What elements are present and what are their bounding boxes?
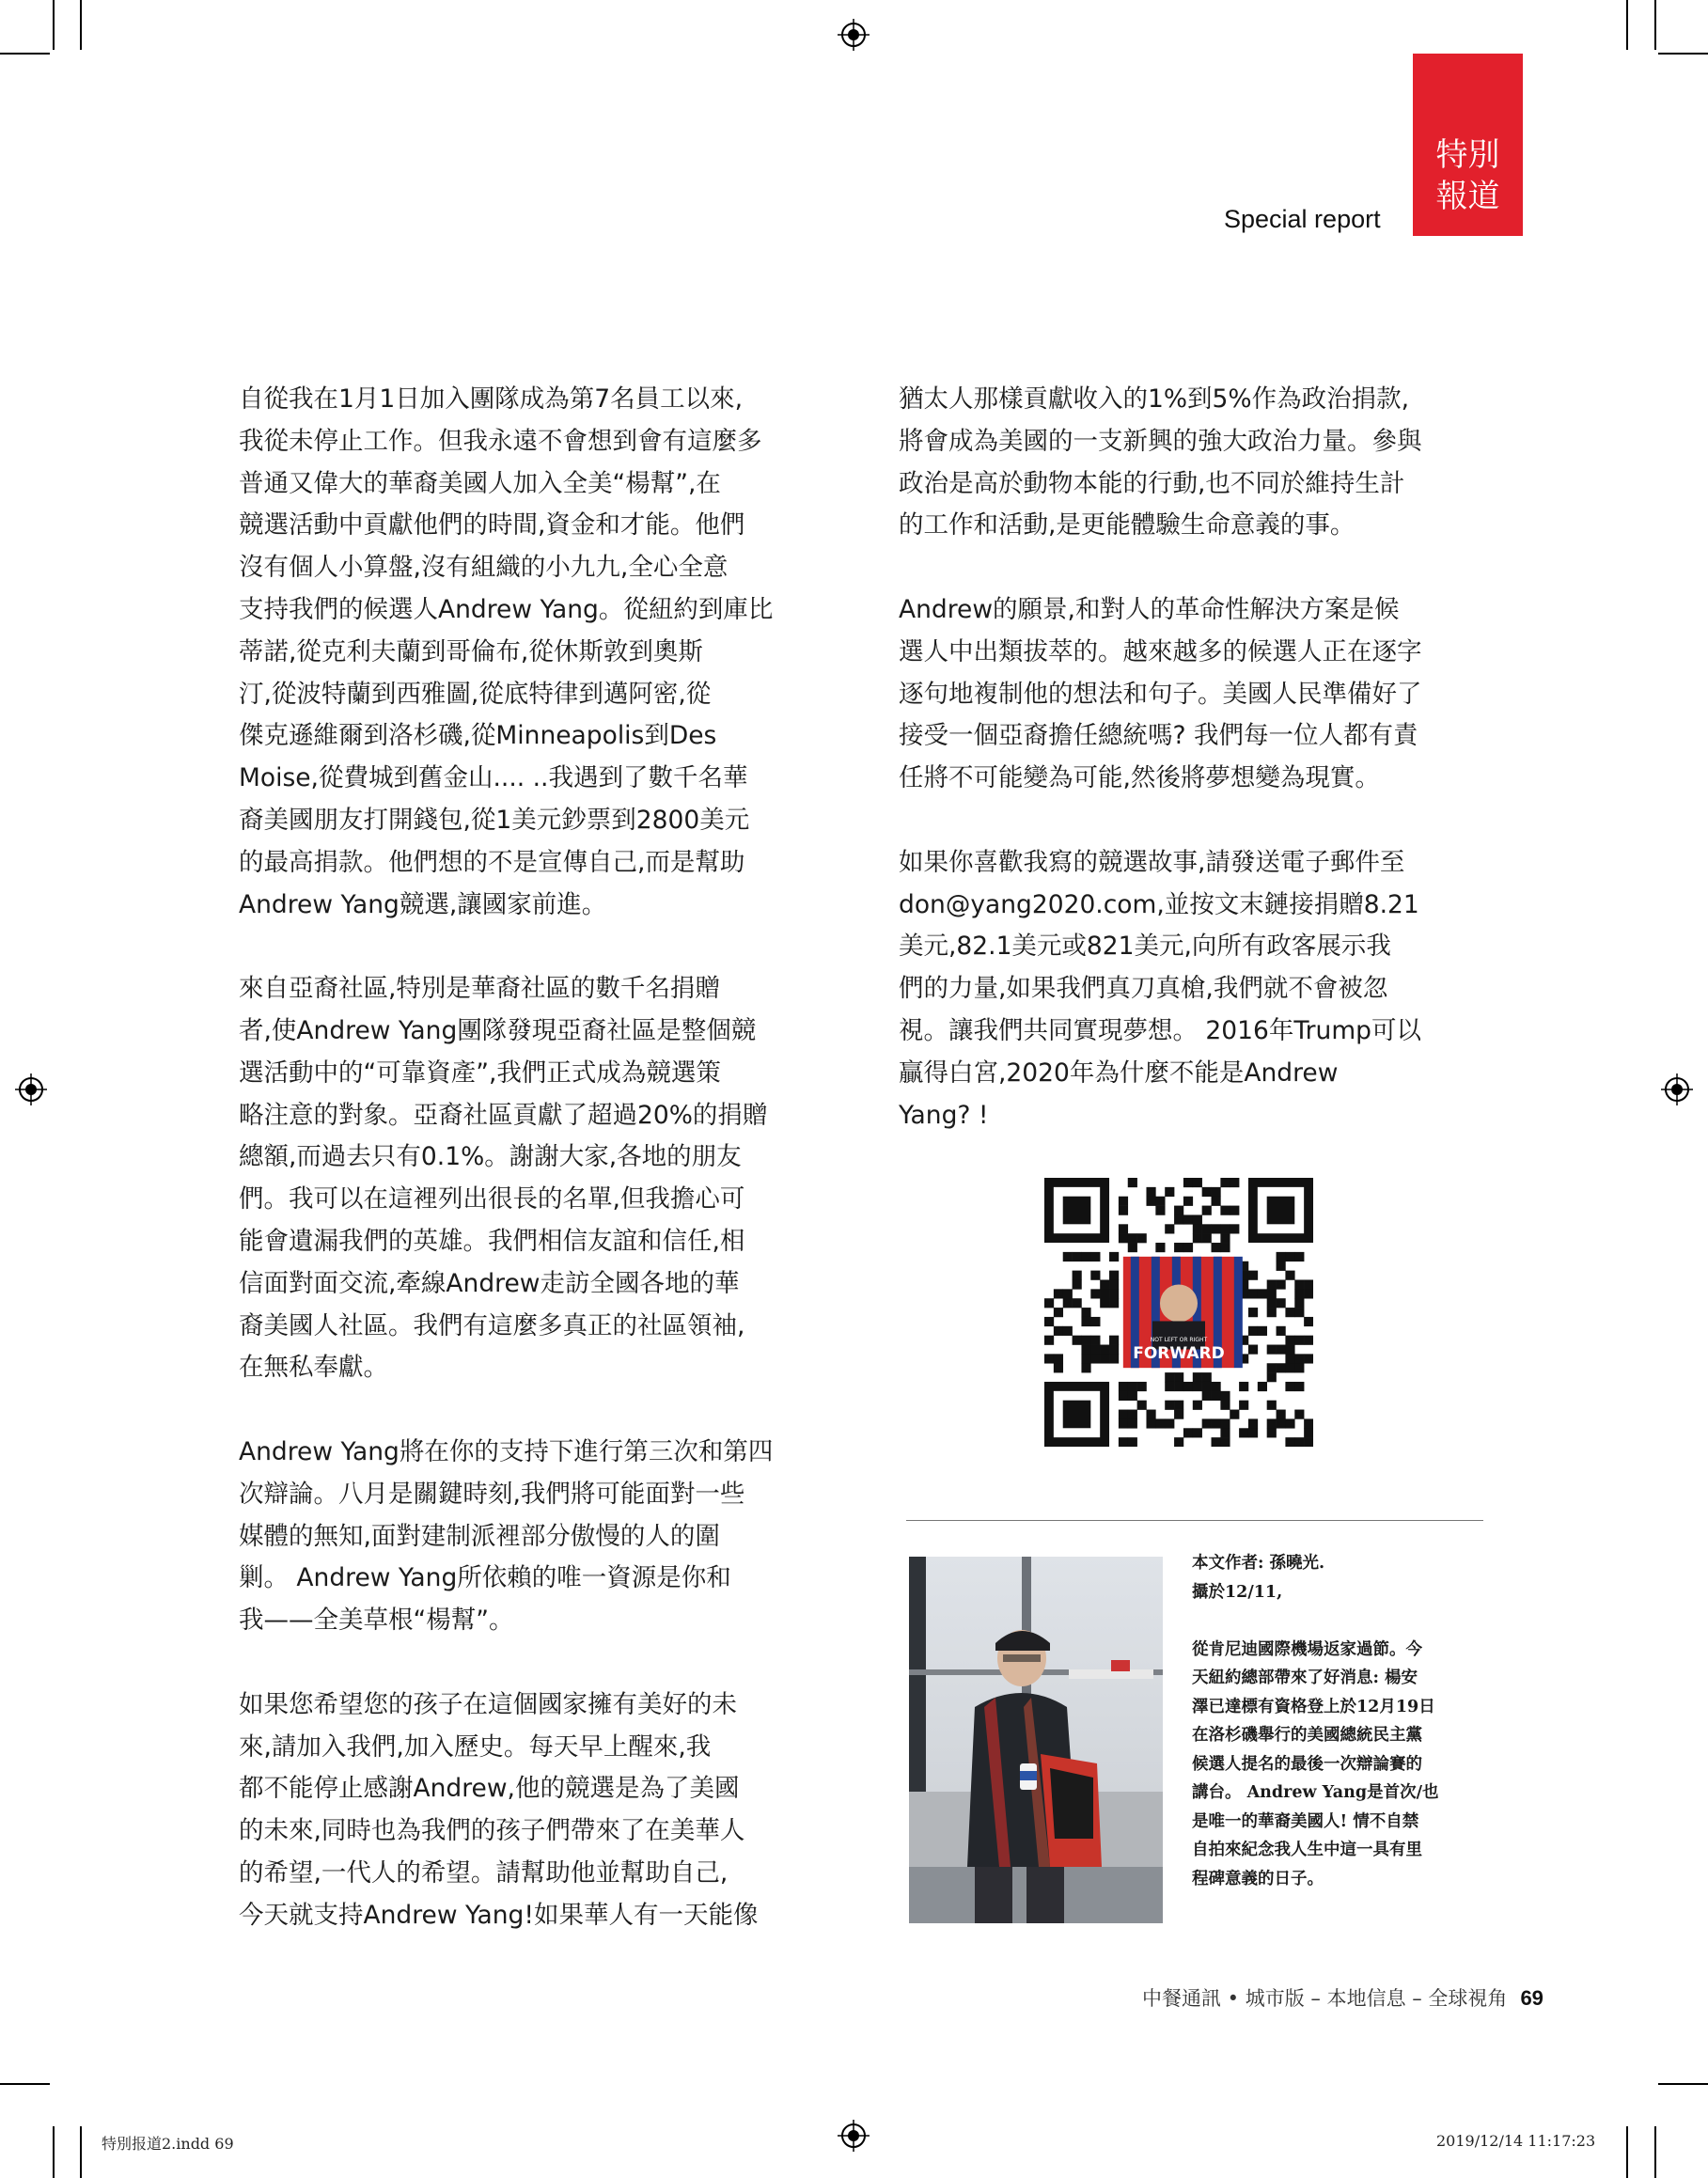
qr-module	[1193, 1214, 1202, 1224]
crop-mark	[0, 2083, 50, 2085]
qr-module	[1193, 1224, 1202, 1233]
qr-module	[1137, 1233, 1147, 1243]
crop-mark	[1626, 2126, 1628, 2178]
qr-module	[1193, 1372, 1202, 1382]
qr-module	[1155, 1197, 1165, 1206]
qr-module	[1165, 1224, 1174, 1233]
qr-module	[1230, 1178, 1239, 1187]
qr-module	[1220, 1178, 1230, 1187]
qr-module	[1212, 1382, 1221, 1391]
text-line: 裔美國朋友打開錢包,從1美元鈔票到2800美元	[239, 805, 750, 835]
qr-module	[1193, 1178, 1202, 1187]
caption-line: 在洛杉磯舉行的美國總統民主黨	[1192, 1726, 1422, 1745]
qr-module	[1267, 1428, 1277, 1437]
qr-module	[1044, 1317, 1054, 1326]
qr-module	[1128, 1243, 1137, 1252]
qr-module	[1100, 1279, 1109, 1289]
qr-module	[1239, 1401, 1248, 1410]
qr-module	[1248, 1289, 1258, 1298]
qr-module	[1267, 1308, 1277, 1317]
qr-module	[1220, 1391, 1230, 1401]
qr-module	[1090, 1289, 1100, 1298]
qr-module	[1128, 1178, 1137, 1187]
qr-module	[1109, 1252, 1119, 1261]
qr-code[interactable]	[1044, 1178, 1313, 1447]
text-line: 將會成為美國的一支新興的強大政治力量。參與	[899, 426, 1422, 456]
qr-module	[1100, 1345, 1109, 1355]
qr-module	[1304, 1418, 1313, 1428]
text-line: 信面對面交流,牽線Andrew走訪全國各地的華	[239, 1268, 740, 1298]
qr-module	[1109, 1354, 1119, 1363]
qr-module	[1248, 1308, 1258, 1317]
text-line: 美元,82.1美元或821美元,向所有政客展示我	[899, 932, 1391, 962]
caption-line: 從肯尼迪國際機場返家過節。今	[1192, 1639, 1422, 1659]
qr-module	[1239, 1382, 1248, 1391]
text-line: Moise,從費城到舊金山.... ..我遇到了數千名華	[239, 763, 748, 793]
qr-module	[1073, 1252, 1082, 1261]
qr-module	[1137, 1401, 1147, 1410]
qr-module	[1193, 1428, 1202, 1437]
qr-module	[1277, 1298, 1286, 1308]
qr-module	[1267, 1298, 1277, 1308]
qr-module	[1128, 1437, 1137, 1447]
qr-module	[1258, 1326, 1267, 1336]
qr-module	[1294, 1252, 1304, 1261]
registration-mark-icon	[838, 19, 870, 51]
qr-module	[1090, 1317, 1100, 1326]
qr-module	[1109, 1289, 1119, 1298]
qr-module	[1212, 1197, 1221, 1206]
qr-module	[1304, 1336, 1313, 1345]
qr-module	[1109, 1271, 1119, 1280]
qr-module	[1202, 1382, 1212, 1391]
qr-module	[1054, 1308, 1063, 1317]
qr-module	[1285, 1354, 1294, 1363]
qr-module	[1267, 1372, 1277, 1382]
qr-module	[1294, 1437, 1304, 1447]
qr-module	[1267, 1401, 1277, 1410]
qr-module	[1174, 1401, 1183, 1410]
caption-line: 澤已達標有資格登上於12月19日	[1192, 1697, 1435, 1716]
text-line: 在無私奉獻。	[239, 1353, 388, 1383]
crop-mark	[53, 0, 55, 50]
qr-module	[1174, 1382, 1183, 1391]
qr-module	[1267, 1289, 1277, 1298]
paragraph	[239, 1684, 803, 1937]
qr-module	[1220, 1401, 1230, 1410]
qr-module	[1258, 1382, 1267, 1391]
qr-module	[1304, 1279, 1313, 1289]
qr-module	[1183, 1214, 1193, 1224]
qr-module	[1119, 1233, 1128, 1243]
text-line: Andrew的願景,和對人的革命性解決方案是候	[899, 594, 1400, 624]
qr-module	[1155, 1206, 1165, 1215]
qr-module	[1294, 1336, 1304, 1345]
qr-module	[1146, 1410, 1155, 1419]
qr-module	[1212, 1418, 1221, 1428]
qr-module	[1267, 1279, 1277, 1289]
text-line: 我——全美草根“楊幫”。	[239, 1606, 514, 1636]
qr-module	[1220, 1418, 1230, 1428]
paragraph	[239, 1432, 803, 1642]
right-column	[899, 379, 1472, 1179]
qr-module	[1081, 1363, 1090, 1372]
qr-module	[1202, 1372, 1212, 1382]
text-line: Yang? !	[899, 1100, 989, 1130]
qr-module	[1220, 1233, 1230, 1243]
qr-module	[1267, 1418, 1277, 1428]
crop-mark	[0, 53, 50, 55]
crop-mark	[80, 2126, 82, 2178]
qr-module	[1073, 1279, 1082, 1289]
text-line: 媒體的無知,面對建制派裡部分傲慢的人的圍	[239, 1521, 720, 1551]
qr-module	[1119, 1224, 1128, 1233]
qr-module	[1165, 1382, 1174, 1391]
text-line: 都不能停止感謝Andrew,他的競選是為了美國	[239, 1774, 740, 1804]
qr-module	[1193, 1401, 1202, 1410]
section-tag	[1413, 54, 1523, 236]
text-line: 視。讓我們共同實現夢想。 2016年Trump可以	[899, 1015, 1421, 1045]
text-line: 競選活動中貢獻他們的時間,資金和才能。他們	[239, 510, 745, 541]
qr-module	[1183, 1243, 1193, 1252]
qr-module	[1220, 1437, 1230, 1447]
text-line: 的工作和活動,是更能體驗生命意義的事。	[899, 510, 1355, 541]
text-line: 們。我可以在這裡列出很長的名單,但我擔心可	[239, 1184, 745, 1214]
qr-module	[1183, 1178, 1193, 1187]
qr-module	[1090, 1271, 1100, 1280]
qr-module	[1220, 1206, 1230, 1215]
paragraph	[239, 968, 803, 1389]
qr-module	[1277, 1279, 1286, 1289]
qr-module	[1304, 1289, 1313, 1298]
qr-module	[1277, 1418, 1286, 1428]
qr-module	[1183, 1382, 1193, 1391]
qr-module	[1248, 1428, 1258, 1437]
text-line: 猶太人那樣貢獻收入的1%到5%作為政治捐款,	[899, 384, 1410, 414]
qr-module	[1081, 1308, 1090, 1317]
text-line: 的未來,同時也為我們的孩子們帶來了在美華人	[239, 1816, 745, 1846]
caption-line: 自拍來紀念我人生中這一具有里	[1192, 1841, 1422, 1859]
qr-module	[1202, 1187, 1212, 1197]
qr-module	[1119, 1197, 1128, 1206]
text-line: don@yang2020.com,並按文末鏈接捐贈8.21	[899, 889, 1419, 919]
qr-module	[1248, 1326, 1258, 1336]
text-line: 自從我在1月1日加入團隊成為第7名員工以來,	[239, 384, 744, 414]
qr-module	[1202, 1224, 1212, 1233]
qr-module	[1054, 1363, 1063, 1372]
paragraph	[899, 379, 1472, 547]
text-line: 任將不可能變為可能,然後將夢想變為現實。	[899, 763, 1380, 793]
qr-module	[1174, 1437, 1183, 1447]
registration-mark-icon	[15, 1073, 47, 1105]
crop-mark	[53, 2126, 55, 2178]
qr-module	[1128, 1410, 1137, 1419]
qr-module	[1285, 1345, 1294, 1355]
qr-module	[1294, 1298, 1304, 1308]
caption-line: 天紐約總部帶來了好消息: 楊安	[1192, 1669, 1418, 1687]
qr-logo-portrait	[1160, 1285, 1198, 1323]
qr-module	[1174, 1206, 1183, 1215]
text-line: 總額,而過去只有0.1%。謝謝大家,各地的朋友	[239, 1142, 742, 1172]
qr-logo-text: FORWARD	[1133, 1344, 1225, 1364]
qr-module	[1285, 1336, 1294, 1345]
qr-module	[1109, 1336, 1119, 1345]
qr-module	[1100, 1298, 1109, 1308]
qr-module	[1081, 1317, 1090, 1326]
crop-mark	[1626, 0, 1628, 50]
qr-module	[1212, 1187, 1221, 1197]
qr-module	[1128, 1233, 1137, 1243]
qr-module	[1285, 1363, 1294, 1372]
qr-module	[1294, 1382, 1304, 1391]
qr-module	[1146, 1187, 1155, 1197]
qr-module	[1304, 1317, 1313, 1326]
qr-module	[1165, 1418, 1174, 1428]
qr-module	[1294, 1410, 1304, 1419]
qr-module	[1146, 1197, 1155, 1206]
qr-module	[1174, 1410, 1183, 1419]
qr-module	[1277, 1345, 1286, 1355]
qr-module	[1183, 1428, 1193, 1437]
qr-module	[1155, 1243, 1165, 1252]
text-line: 支持我們的候選人Andrew Yang。從紐約到庫比	[239, 594, 774, 624]
text-line: 普通又偉大的華裔美國人加入全美“楊幫”,在	[239, 468, 721, 498]
qr-module	[1202, 1206, 1212, 1215]
qr-module	[1063, 1289, 1073, 1298]
qr-module	[1248, 1271, 1258, 1280]
qr-module	[1054, 1354, 1063, 1363]
qr-module	[1230, 1206, 1239, 1215]
qr-module	[1137, 1382, 1147, 1391]
qr-module	[1174, 1214, 1183, 1224]
qr-module	[1202, 1391, 1212, 1401]
page-number: 69	[1520, 1986, 1543, 2010]
caption-line: 本文作者: 孫曉光.	[1192, 1554, 1325, 1573]
qr-module	[1202, 1233, 1212, 1243]
qr-module	[1128, 1418, 1137, 1428]
paragraph	[899, 842, 1472, 1137]
qr-module	[1193, 1233, 1202, 1243]
qr-module	[1090, 1354, 1100, 1363]
text-line: 的最高捐款。他們想的不是宣傳自己,而是幫助	[239, 847, 745, 877]
qr-module	[1081, 1345, 1090, 1355]
caption-line: 講台。 Andrew Yang是首次/也	[1192, 1783, 1439, 1802]
qr-module	[1212, 1437, 1221, 1447]
qr-module	[1044, 1354, 1054, 1363]
qr-module	[1294, 1308, 1304, 1317]
qr-module	[1119, 1418, 1128, 1428]
caption-line: 攝於12/11,	[1192, 1582, 1283, 1602]
qr-module	[1294, 1363, 1304, 1372]
qr-module	[1220, 1224, 1230, 1233]
crop-mark	[1654, 0, 1656, 50]
qr-module	[1146, 1418, 1155, 1428]
qr-module	[1230, 1224, 1239, 1233]
text-line: 能會遺漏我們的英雄。我們相信友誼和信任,相	[239, 1226, 745, 1256]
qr-module	[1119, 1410, 1128, 1419]
caption-line: 候選人提名的最後一次辯論賽的	[1192, 1754, 1422, 1774]
qr-module	[1285, 1418, 1294, 1428]
qr-module	[1174, 1243, 1183, 1252]
qr-module	[1183, 1197, 1193, 1206]
text-line: 今天就支持Andrew Yang!如果華人有一天能像	[239, 1900, 759, 1930]
qr-module	[1073, 1336, 1082, 1345]
qr-module	[1119, 1382, 1128, 1391]
qr-module	[1285, 1437, 1294, 1447]
crop-mark	[80, 0, 82, 50]
qr-module	[1165, 1401, 1174, 1410]
text-line: 來自亞裔社區,特別是華裔社區的數千名捐贈	[239, 974, 720, 1004]
publication-name: 中餐通訊 • 城市版 – 本地信息 – 全球視角	[1142, 1987, 1508, 2010]
qr-module	[1090, 1345, 1100, 1355]
text-line: 傑克遜維爾到洛杉磯,從Minneapolis到Des	[239, 721, 717, 751]
qr-module	[1073, 1271, 1082, 1280]
qr-module	[1128, 1391, 1137, 1401]
qr-module	[1258, 1289, 1267, 1298]
qr-logo-stripe	[1234, 1257, 1243, 1368]
section-english-title: Special report	[1224, 205, 1381, 233]
qr-module	[1063, 1252, 1073, 1261]
qr-module	[1304, 1354, 1313, 1363]
qr-module	[1155, 1418, 1165, 1428]
qr-module	[1090, 1252, 1100, 1261]
qr-module	[1044, 1298, 1054, 1308]
qr-module	[1285, 1308, 1294, 1317]
qr-module	[1165, 1187, 1174, 1197]
text-line: 選活動中的“可靠資產”,我們正式成為競選策	[239, 1058, 721, 1088]
qr-module	[1119, 1206, 1128, 1215]
qr-module	[1073, 1298, 1082, 1308]
section-tag-line: 特別	[1435, 136, 1500, 174]
text-line: 贏得白宮,2020年為什麼不能是Andrew	[899, 1058, 1339, 1088]
text-line: 逐句地複制他的想法和句子。美國人民準備好了	[899, 679, 1422, 709]
text-line: 蒂諾,從克利夫蘭到哥倫布,從休斯敦到奧斯	[239, 636, 703, 666]
qr-module	[1277, 1252, 1286, 1261]
text-line: 接受一個亞裔擔任總統嗎? 我們每一位人都有責	[899, 721, 1418, 751]
qr-module	[1128, 1382, 1137, 1391]
text-line: 裔美國人社區。我們有這麼多真正的社區領袖,	[239, 1310, 745, 1340]
qr-module	[1248, 1418, 1258, 1428]
text-line: 者,使Andrew Yang團隊發現亞裔社區是整個競	[239, 1015, 757, 1045]
text-line: 剿。 Andrew Yang所依賴的唯一資源是你和	[239, 1563, 731, 1593]
qr-module	[1212, 1391, 1221, 1401]
qr-module	[1119, 1391, 1128, 1401]
qr-module	[1277, 1261, 1286, 1271]
caption-line	[1192, 1606, 1493, 1636]
text-line: 沒有個人小算盤,沒有組織的小九九,全心全意	[239, 553, 729, 583]
qr-module	[1220, 1243, 1230, 1252]
qr-module	[1081, 1336, 1090, 1345]
qr-module	[1081, 1354, 1090, 1363]
qr-module	[1109, 1279, 1119, 1289]
qr-module	[1063, 1298, 1073, 1308]
divider	[906, 1520, 1483, 1521]
paragraph	[899, 589, 1472, 800]
qr-module	[1212, 1243, 1221, 1252]
qr-module	[1100, 1354, 1109, 1363]
text-line: 們的力量,如果我們真刀真槍,我們就不會被忽	[899, 974, 1388, 1004]
qr-module	[1294, 1289, 1304, 1298]
crop-mark	[1654, 2126, 1656, 2178]
text-line: 我從未停止工作。但我永遠不會想到會有這麼多	[239, 426, 762, 456]
qr-module	[1174, 1372, 1183, 1382]
qr-module	[1239, 1428, 1248, 1437]
text-line: 如果您希望您的孩子在這個國家擁有美好的未	[239, 1689, 737, 1719]
qr-module	[1277, 1410, 1286, 1419]
qr-module	[1277, 1326, 1286, 1336]
page-footer	[1142, 1983, 1543, 2012]
file-slug: 特別报道2.indd 69	[102, 2135, 234, 2153]
qr-module	[1304, 1437, 1313, 1447]
qr-module	[1063, 1326, 1073, 1336]
qr-module	[1054, 1289, 1063, 1298]
qr-finder	[1063, 1197, 1091, 1225]
text-line: Andrew Yang將在你的支持下進行第三次和第四	[239, 1436, 774, 1466]
qr-module	[1119, 1437, 1128, 1447]
qr-module	[1109, 1345, 1119, 1355]
left-column	[239, 379, 803, 1979]
qr-logo-subtext: NOT LEFT OR RIGHT	[1150, 1337, 1208, 1344]
qr-module	[1285, 1252, 1294, 1261]
paragraph	[239, 379, 803, 926]
qr-module	[1277, 1363, 1286, 1372]
text-line: 如果你喜歡我寫的競選故事,請發送電子郵件至	[899, 847, 1405, 877]
qr-module	[1285, 1382, 1294, 1391]
qr-module	[1230, 1410, 1239, 1419]
qr-module	[1248, 1345, 1258, 1355]
section-tag-line: 報道	[1435, 178, 1500, 215]
qr-module	[1267, 1363, 1277, 1372]
qr-module	[1100, 1289, 1109, 1298]
text-line: 選人中出類拔萃的。越來越多的候選人正在逐字	[899, 636, 1422, 666]
qr-module	[1165, 1372, 1174, 1382]
text-line: 政治是高於動物本能的行動,也不同於維持生計	[899, 468, 1405, 498]
crop-mark	[1658, 53, 1708, 55]
text-line: 略注意的對象。亞裔社區貢獻了超過20%的捐贈	[239, 1100, 768, 1130]
text-line: 次辯論。八月是關鍵時刻,我們將可能面對一些	[239, 1479, 745, 1509]
caption-line: 程碑意義的日子。	[1192, 1869, 1324, 1888]
qr-module	[1267, 1345, 1277, 1355]
print-timestamp: 2019/12/14 11:17:23	[1436, 2132, 1596, 2150]
qr-module	[1081, 1252, 1090, 1261]
registration-mark-icon	[1661, 1073, 1693, 1105]
qr-finder	[1063, 1401, 1091, 1429]
text-line: 來,請加入我們,加入歷史。每天早上醒來,我	[239, 1731, 712, 1762]
caption-line: 是唯一的華裔美國人! 情不自禁	[1192, 1811, 1419, 1831]
text-line: 汀,從波特蘭到西雅圖,從底特律到邁阿密,從	[239, 679, 712, 709]
crop-mark	[1658, 2083, 1708, 2085]
author-photo	[909, 1557, 1163, 1923]
qr-module	[1193, 1382, 1202, 1391]
photo-caption	[1192, 1549, 1493, 1893]
qr-module	[1109, 1298, 1119, 1308]
qr-module	[1054, 1326, 1063, 1336]
qr-module	[1294, 1279, 1304, 1289]
registration-mark-icon	[838, 2120, 870, 2152]
qr-module	[1044, 1336, 1054, 1345]
qr-module	[1212, 1224, 1221, 1233]
qr-module	[1090, 1336, 1100, 1345]
qr-module	[1202, 1418, 1212, 1428]
text-line: Andrew Yang競選,讓國家前進。	[239, 889, 607, 919]
text-line: 的希望,一代人的希望。請幫助他並幫助自己,	[239, 1857, 729, 1888]
qr-finder	[1267, 1197, 1295, 1225]
qr-module	[1220, 1428, 1230, 1437]
qr-module	[1285, 1271, 1294, 1280]
qr-module	[1294, 1354, 1304, 1363]
qr-module	[1304, 1428, 1313, 1437]
